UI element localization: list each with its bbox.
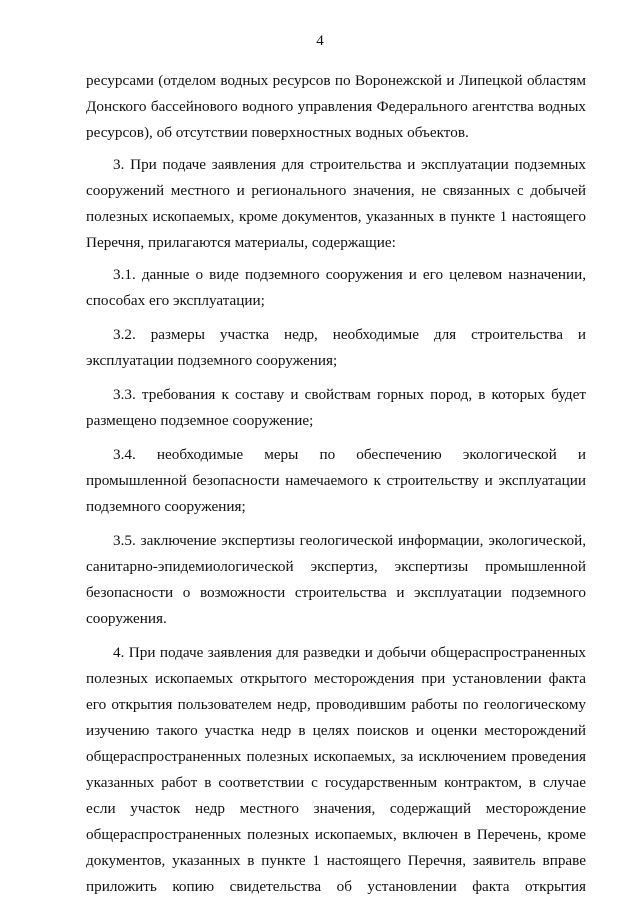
paragraph-item-3-5: 3.5. заключение экспертизы геологической информации, экологической, санитарно-эпидемиологической экспертиз, экспертизы промышленной безопасности о возможности строительства и эксплуатации подземного сооружения. bbox=[86, 532, 586, 627]
page-number: 4 bbox=[316, 33, 324, 49]
paragraph-continuation: ресурсами (отделом водных ресурсов по Воронежской и Липецкой областям Донского бассейнового водного управления Федерального агентства водных ресурсов), об отсутствии поверхностных водных объектов. bbox=[86, 72, 586, 141]
paragraph-item-3-4: 3.4. необходимые меры по обеспечению экологической и промышленной безопасности намечаемого к строительству и эксплуатации подземного сооружения; bbox=[86, 446, 586, 515]
paragraph-item-3-2: 3.2. размеры участка недр, необходимые для строительства и эксплуатации подземного сооружения; bbox=[86, 326, 586, 369]
paragraph-item-4: 4. При подаче заявления для разведки и добычи общераспространенных полезных ископаемых открытого месторождения при установлении факта его открытия пользователем недр, проводившим работы по геологическому изучению такого участка недр в целях поисков и оценки месторождений общераспространенных полезных ископаемых, за исключением проведения указанных работ в соответствии с государственным контрактом, в случае если участок недр местного значения, содержащий месторождение общераспространенных полезных ископаемых, включен в Перечень, кроме документов, указанных в пункте 1 настоящего Перечня, заявитель вправе приложить копию свидетельства об установлении факта открытия bbox=[86, 644, 586, 895]
paragraph-item-3-3: 3.3. требования к составу и свойствам горных пород, в которых будет размещено подземное сооружение; bbox=[86, 386, 586, 429]
paragraph-item-3: 3. При подаче заявления для строительства и эксплуатации подземных сооружений местного и регионального значения, не связанных с добычей полезных ископаемых, кроме документов, указанных в пункте 1 настоящего Перечня, прилагаются материалы, содержащие: bbox=[86, 156, 586, 251]
paragraph-item-3-1: 3.1. данные о виде подземного сооружения и его целевом назначении, способах его эксплуатации; bbox=[86, 266, 586, 309]
document-body bbox=[86, 68, 586, 900]
